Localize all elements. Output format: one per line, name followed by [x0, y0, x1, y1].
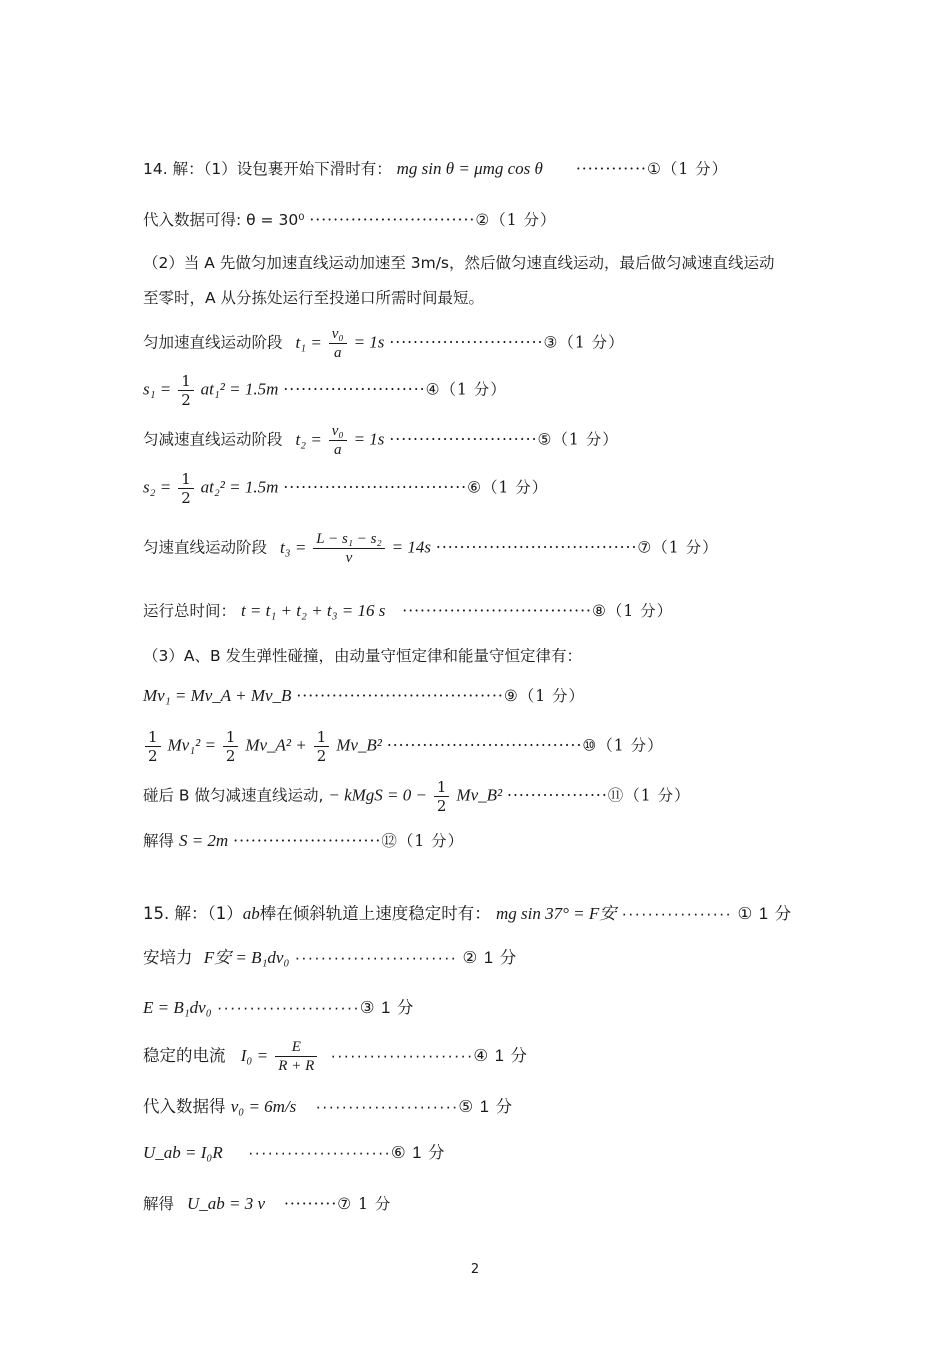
fraction: [145, 728, 161, 765]
denominator: v: [345, 550, 353, 566]
score-mark: ································⑧（1 分）: [402, 602, 674, 620]
fraction: [178, 470, 194, 507]
equation-term: Mv_A² +: [245, 735, 307, 755]
denominator: 2: [316, 747, 327, 765]
p15-line-4: [143, 1038, 528, 1075]
score-mark: ························④（1 分）: [283, 380, 507, 399]
denominator: R + R: [278, 1058, 315, 1074]
p14-line-10: [143, 600, 673, 622]
text: 匀速直线运动阶段: [143, 538, 268, 557]
score-mark: ··························③（1 分）: [389, 333, 625, 352]
p14-line-6: [143, 372, 507, 409]
score-mark: ·································⑩（1 分）: [386, 736, 664, 755]
p14-line-5: [143, 325, 625, 362]
score-mark: ······················④ 1 分: [330, 1047, 529, 1065]
numerator: 1: [145, 728, 161, 747]
p14-intro: 14. 解：（1）设包裹开始下滑时有：: [143, 160, 392, 178]
equation-term: Mv₁² =: [167, 735, 216, 755]
numerator: 1: [434, 778, 450, 797]
text: 运行总时间：: [143, 602, 237, 620]
text: 棒在倾斜轨道上速度稳定时有：: [259, 904, 491, 923]
score-mark: ····························②（1 分）: [309, 211, 557, 229]
denominator: 2: [181, 489, 191, 507]
text: 安培力: [143, 948, 193, 967]
p14-line-3: （2）当 A 先做匀加速直线运动加速至 3m/s，然后做匀速直线运动，最后做匀减速直线运动: [143, 254, 775, 272]
fraction: [329, 325, 347, 362]
text: 代入数据得: [143, 1097, 226, 1116]
p15-line-3: [143, 997, 414, 1019]
text: 稳定的电流: [143, 1046, 226, 1065]
score-mark: ······················⑥ 1 分: [247, 1144, 446, 1162]
equation-rhs: = 14s: [391, 537, 431, 557]
equation: Mv₁ = Mv_A + Mv_B: [143, 686, 292, 705]
equation: mg sin θ = μmg cos θ: [396, 159, 543, 178]
equation: mg sin 37° = F安: [495, 904, 617, 923]
denominator: 2: [436, 797, 447, 815]
p14-line-15: [143, 830, 464, 852]
text: 代入数据可得: θ = 30⁰: [143, 211, 305, 229]
score-mark: ·························⑫（1 分）: [233, 832, 465, 850]
fraction: [313, 530, 384, 567]
equation-lhs: t₁ =: [295, 332, 322, 352]
p14-line-2: [143, 209, 557, 231]
score-mark: ······················⑤ 1 分: [315, 1098, 514, 1116]
fraction: [223, 728, 239, 765]
equation-lhs: I₀ =: [240, 1046, 269, 1065]
equation: U_ab = 3 v: [186, 1194, 265, 1213]
score-mark: ···································⑨（1 分）: [296, 687, 586, 705]
score-mark: ··································⑦（1 分）: [435, 538, 719, 557]
page-number: 2: [470, 1262, 480, 1277]
equation-lhs: s₂ =: [143, 477, 172, 497]
equation-rhs: Mv_B²: [456, 785, 503, 805]
score-mark: ·········⑦ 1 分: [283, 1195, 392, 1213]
p15-line-5: [143, 1096, 513, 1118]
score-mark: ·················⑪（1 分）: [507, 786, 691, 805]
p14-line-1: [143, 158, 728, 180]
equation: U_ab = I₀R: [143, 1143, 223, 1162]
numerator: 1: [178, 470, 194, 489]
equation-lhs: − kMgS = 0 −: [328, 785, 427, 805]
score-mark: ······················③ 1 分: [216, 999, 415, 1017]
equation: v₀ = 6m/s: [230, 1097, 297, 1116]
numerator: 1: [178, 372, 194, 391]
denominator: 2: [181, 391, 191, 409]
equation: F安 = B₁dv₀: [203, 948, 290, 967]
numerator: 1: [314, 728, 330, 747]
fraction: [434, 778, 450, 815]
p14-line-12: [143, 685, 585, 707]
ab-label: ab: [242, 904, 260, 923]
equation-lhs: s₁ =: [143, 379, 172, 399]
score-mark: ············①（1 分）: [575, 160, 729, 178]
score-mark: ························· ② 1 分: [294, 949, 518, 967]
p15-line-6: [143, 1142, 446, 1164]
p14-line-13: [143, 728, 664, 765]
fraction: [275, 1038, 317, 1075]
p14-line-4: 至零时，A 从分拣处运行至投递口所需时间最短。: [143, 289, 485, 307]
denominator: 2: [148, 747, 158, 765]
denominator: 2: [225, 747, 236, 765]
equation-lhs: t₃ =: [279, 537, 307, 557]
text: 解得: [143, 832, 175, 850]
p14-line-9: [143, 530, 719, 567]
text: 碰后 B 做匀减速直线运动,: [143, 786, 324, 805]
p14-line-8: [143, 470, 548, 507]
equation-rhs: at₂² = 1.5m: [200, 477, 279, 497]
denominator: a: [333, 345, 342, 361]
numerator: L − s₁ − s₂: [313, 530, 384, 549]
equation-rhs: at₁² = 1.5m: [200, 379, 279, 399]
p14-line-11: （3）A、B 发生弹性碰撞，由动量守恒定律和能量守恒定律有：: [143, 647, 583, 665]
text: 匀减速直线运动阶段: [143, 430, 283, 449]
equation: t = t₁ + t₂ + t₃ = 16 s: [240, 601, 386, 620]
text: 解得: [143, 1195, 175, 1213]
fraction: [329, 422, 347, 459]
numerator: 1: [223, 728, 239, 747]
equation: E = B₁dv₀: [143, 998, 212, 1017]
score-mark: ················· ① 1 分: [621, 905, 793, 923]
p15-line-7: [143, 1193, 391, 1215]
denominator: a: [333, 442, 342, 458]
fraction: [178, 372, 194, 409]
text: 匀加速直线运动阶段: [143, 333, 283, 352]
p14-line-14: [143, 778, 691, 815]
p15-intro: 15. 解：（1）: [143, 904, 243, 923]
equation-rhs: = 1s: [353, 332, 385, 352]
numerator: E: [275, 1038, 317, 1057]
equation: S = 2m: [178, 831, 229, 850]
score-mark: ·······························⑥（1 分）: [283, 478, 549, 497]
score-mark: ·························⑤（1 分）: [389, 430, 619, 449]
numerator: v₀: [329, 422, 347, 441]
equation-lhs: t₂ =: [295, 429, 322, 449]
p15-line-1: [143, 903, 792, 925]
equation-term: Mv_B²: [336, 735, 382, 755]
equation-rhs: = 1s: [353, 429, 385, 449]
p15-line-2: [143, 947, 517, 969]
fraction: [314, 728, 330, 765]
p14-line-7: [143, 422, 619, 459]
numerator: v₀: [329, 325, 347, 344]
